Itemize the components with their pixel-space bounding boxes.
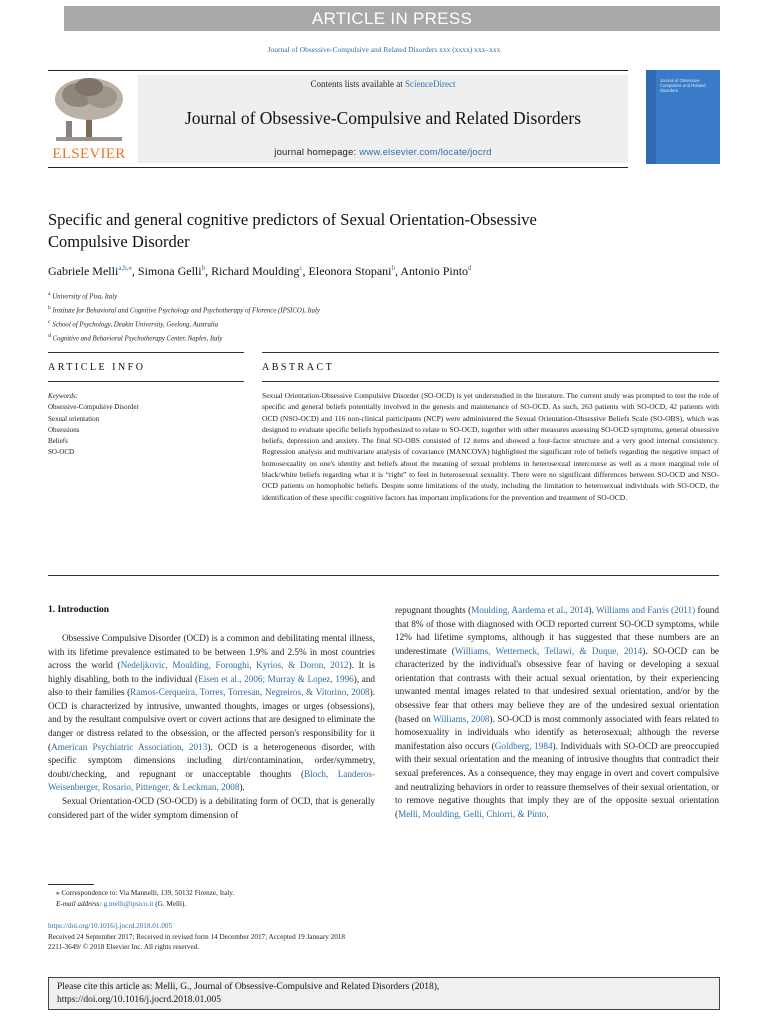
author-affiliation-mark[interactable]: c: [299, 264, 303, 272]
article-in-press-banner: ARTICLE IN PRESS: [64, 6, 720, 31]
affiliation-list: [48, 289, 320, 344]
article-info-rule-top: [48, 352, 244, 353]
article-title-line-1: Specific and general cognitive predictors of Sexual Orientation-Obsessive: [48, 210, 537, 229]
email-link[interactable]: g.melli@ipsico.it: [103, 899, 154, 908]
homepage-prefix: journal homepage:: [274, 147, 360, 158]
abstract-heading: ABSTRACT: [262, 362, 335, 373]
email-label: E-mail address:: [56, 899, 104, 908]
body-paragraph: [48, 795, 375, 822]
author-affiliation-mark[interactable]: b: [201, 264, 206, 272]
doi-link[interactable]: https://doi.org/10.1016/j.jocrd.2018.01.005: [48, 922, 173, 930]
keywords-block: [48, 391, 139, 459]
author-affiliation-mark[interactable]: a,b,⁎: [118, 264, 132, 272]
body-text: repugnant thoughts (: [395, 605, 472, 615]
journal-header-box: [138, 75, 628, 163]
abstract-rule-top: [262, 352, 719, 353]
journal-cover-thumbnail[interactable]: [646, 70, 720, 164]
citation-link[interactable]: Melli, Moulding, Gelli, Chiorri, & Pinto,: [398, 808, 549, 819]
keyword: Obsessive-Compulsive Disorder: [48, 403, 139, 412]
author-name[interactable]: Eleonora Stopani: [308, 264, 392, 278]
correspondence-address: ⁎ Correspondence to: Via Mannelli, 139, 50132 Firenze, Italy.: [56, 889, 235, 897]
body-text: ). It is highly disabling, both to the individual (: [48, 660, 375, 684]
body-text: Obsessive Compulsive Disorder (OCD) is a common and debilitating mental illness, with its lifetime prevalence estimated to be between 1.9% and 2.5% in most countries across the world (: [48, 633, 375, 671]
cover-title: Journal of Obsessive-Compulsive and Related Disorders: [660, 78, 706, 93]
affiliation-item: [48, 303, 320, 317]
citation-link[interactable]: American Psychiatric Association, 2013: [51, 741, 208, 752]
body-text: ). SO-OCD can be characterized by the individual's obsessive fear of having or developing a sexual orientation that contrasts with their actual sexual orientation, by their experiencing unwanted mental images related to that undesired sexual orientation, and/or by the obsessive fear that others may believe they are of the undesired sexual orientation (based on: [395, 645, 720, 724]
body-text: ). OCD is characterized by intrusive, unwanted thoughts, images or urges (obsessions), and by the resultant compulsive overt or covert actions that are designed to eliminate the danger or distress related to the obsession, or the affected person's responsibility for it (: [48, 687, 375, 752]
keyword: Sexual orientation: [48, 414, 100, 423]
header-rule-bottom: [48, 167, 628, 168]
section-heading-introduction: 1. Introduction: [48, 605, 110, 615]
body-column-left: [48, 632, 375, 822]
copyright: 2211-3649/ © 2018 Elsevier Inc. All rights reserved.: [48, 943, 200, 951]
email-suffix: (G. Melli).: [153, 899, 187, 908]
author-name[interactable]: Gabriele Melli: [48, 264, 119, 278]
affiliation-mark: b: [48, 304, 51, 311]
citation-link[interactable]: Goldberg, 1984: [494, 740, 553, 751]
abstract-rule-bottom: [48, 575, 719, 576]
abstract-rule: [262, 381, 719, 382]
please-cite-line-1: Please cite this article as: Melli, G., Journal of Obsessive-Compulsive and Related Disorders (2018),: [57, 982, 440, 992]
abstract-text: Sexual Orientation-Obsessive Compulsive Disorder (SO-OCD) is yet understudied in the literature. The current study was prompted to test the role of specific and general beliefs potentially involved in the genesis and maintenance of SO-OCD. As such, 263 patients with SO-OCD, 42 patients with OCD (NSO-OCD) and 116 non-clinical participants (NCP) were administered the Sexual Orientation-Obsessive Beliefs Scale (SO-OBS), which was designed to evaluate specific beliefs hypothesized to relate to SO-OCD, together with other measures assessing SO-OCD symptoms, general obsessive beliefs, depression and anxiety. The final SO-OBS consisted of 12 items and showed a four-factor structure and a very good internal consistency. Regression analysis and multivariate analysis of covariance (MANCOVA) highlighted the significant role of beliefs regarding the negative impact of homosexuality on one's identity and beliefs about the meaning of sexual problems in heterosexual intercourse as well as a more marginal role of black/white beliefs regarding what it is “right” to feel in heterosexual sexuality. There were no significant differences between SO-OCD and NSO-OCD patients on homophobic beliefs. Despite some limitations of the study, including the limitation to heterosexual individuals with SO-OCD, the identification of these specific cognitive factors has important implications for the prevention and treatment of SO-OCD.: [262, 391, 719, 502]
citation-link[interactable]: Williams and Farris (2011): [596, 605, 696, 615]
journal-title: Journal of Obsessive-Compulsive and Related Disorders: [184, 108, 582, 128]
article-title-line-2: Compulsive Disorder: [48, 232, 190, 251]
journal-homepage: [138, 147, 628, 158]
journal-citation-line[interactable]: Journal of Obsessive-Compulsive and Related Disorders xxx (xxxx) xxx–xxx: [267, 45, 501, 54]
publisher-name: ELSEVIER: [52, 146, 126, 162]
body-text: ). OCD is a heterogeneous disorder, with specific symptom dimensions including dirt/contamination, order/symmetry, doubt/checking, and repugnant or unacceptable thoughts (: [48, 741, 376, 779]
body-paragraph: [48, 632, 375, 795]
author-affiliation-mark[interactable]: d: [468, 264, 472, 272]
correspondence-footnote: [56, 888, 234, 909]
author-name[interactable]: Richard Moulding: [211, 264, 300, 278]
keyword: Obsessions: [48, 425, 80, 434]
body-text: Sexual Orientation-OCD (SO-OCD) is a debilitating form of OCD, that is generally considered part of the wider symptom dimension of: [48, 795, 375, 820]
cover-spine: [646, 70, 656, 164]
header-rule-top: [48, 70, 628, 71]
body-paragraph: [395, 604, 719, 821]
affiliation-text: School of Psychology, Deakin University, Geelong, Australia: [52, 320, 219, 328]
affiliation-mark: a: [48, 291, 51, 297]
affiliation-mark: d: [48, 332, 51, 339]
body-text: ).: [588, 605, 596, 615]
sciencedirect-link[interactable]: ScienceDirect: [405, 79, 456, 89]
affiliation-item: [48, 317, 320, 331]
citation-link[interactable]: Bloch, Landeros-Weisenberger, Rosario, Pittenger, & Leckman, 2008: [48, 768, 375, 793]
citation-link[interactable]: Williams, Wetterneck, Tellawi, & Duque, 2014: [454, 645, 643, 656]
author-list: Gabriele Melli$^{a,b,⁎}$, Simona Gelli$^b$, Richard Moulding$^c$, Eleonora Stopani$^b$, Antonio Pinto$^d$: [48, 264, 472, 278]
article-info-heading: ARTICLE INFO: [48, 362, 146, 373]
affiliation-item: [48, 331, 320, 345]
citation-link[interactable]: Williams, 2008: [433, 713, 490, 724]
citation-link[interactable]: Ramos-Cerqueira, Torres, Torresan, Negreiros, & Vitorino, 2008: [130, 687, 370, 698]
author-name[interactable]: Simona Gelli: [137, 264, 202, 278]
body-column-right: [395, 604, 719, 821]
please-cite-box: [48, 977, 720, 1010]
affiliation-item: [48, 289, 320, 303]
email-line: [56, 899, 234, 910]
body-text: ).: [239, 782, 245, 793]
received-dates: Received 24 September 2017; Received in revised form 14 December 2017; Accepted 19 January 2018: [48, 932, 345, 941]
keywords-label: Keywords:: [48, 392, 79, 400]
affiliation-text: University of Pisa, Italy: [52, 293, 118, 301]
author-name[interactable]: Antonio Pinto: [400, 264, 469, 278]
keyword: Beliefs: [48, 437, 68, 446]
homepage-link[interactable]: www.elsevier.com/locate/jocrd: [359, 147, 492, 158]
body-text: ). SO-OCD is most commonly associated with fears related to homosexuality in individuals who identify as heterosexual; although the reverse manifestation also occurs (: [395, 713, 719, 751]
affiliation-text: Cognitive and Behavioral Psychotherapy Center, Naples, Italy: [52, 334, 223, 342]
keyword: SO-OCD: [48, 448, 75, 457]
citation-link[interactable]: Eisen et al., 2006; Murray & Lopez, 1996: [198, 673, 354, 684]
body-text: ). Individuals with SO-OCD are preoccupied with their sexual orientation and the meaning of intrusive thoughts that contradict their sexual preferences. As a consequence, they may engage in overt and covert compulsive and neutralizing behaviors in order to reassure themselves of their sexual orientation, or to remove negative thoughts that imply they are of the opposite sexual orientation (: [395, 740, 719, 819]
contents-prefix: Contents lists available at: [310, 79, 405, 89]
citation-link[interactable]: Nedeljkovic, Moulding, Foroughi, Kyrios, & Doron, 2012: [120, 660, 349, 671]
affiliation-text: Institute for Behavioral and Cognitive Psychology and Psychotherapy of Florence (IPSICO), Italy: [52, 307, 320, 315]
body-text: ), and also to their families (: [48, 673, 376, 698]
please-cite-line-2[interactable]: https://doi.org/10.1016/j.jocrd.2018.01.005: [57, 994, 221, 1005]
article-info-rule: [48, 381, 244, 382]
body-text: found that 8% of those with diagnosed with OCD reported current SO-OCD symptoms, while 12% had lifetime symptoms, although it has suggested that these numbers are an underestimate (: [395, 605, 719, 656]
elsevier-logo[interactable]: [48, 75, 130, 163]
citation-link[interactable]: Moulding, Aardema et al., 2014: [471, 605, 589, 615]
article-title: [48, 209, 668, 253]
article-metadata: [48, 921, 345, 953]
elsevier-tree-icon: [48, 75, 130, 145]
author-affiliation-mark[interactable]: b: [391, 264, 396, 272]
contents-available-line: [138, 79, 628, 89]
affiliation-mark: c: [48, 318, 51, 325]
footnote-rule: [48, 884, 94, 885]
